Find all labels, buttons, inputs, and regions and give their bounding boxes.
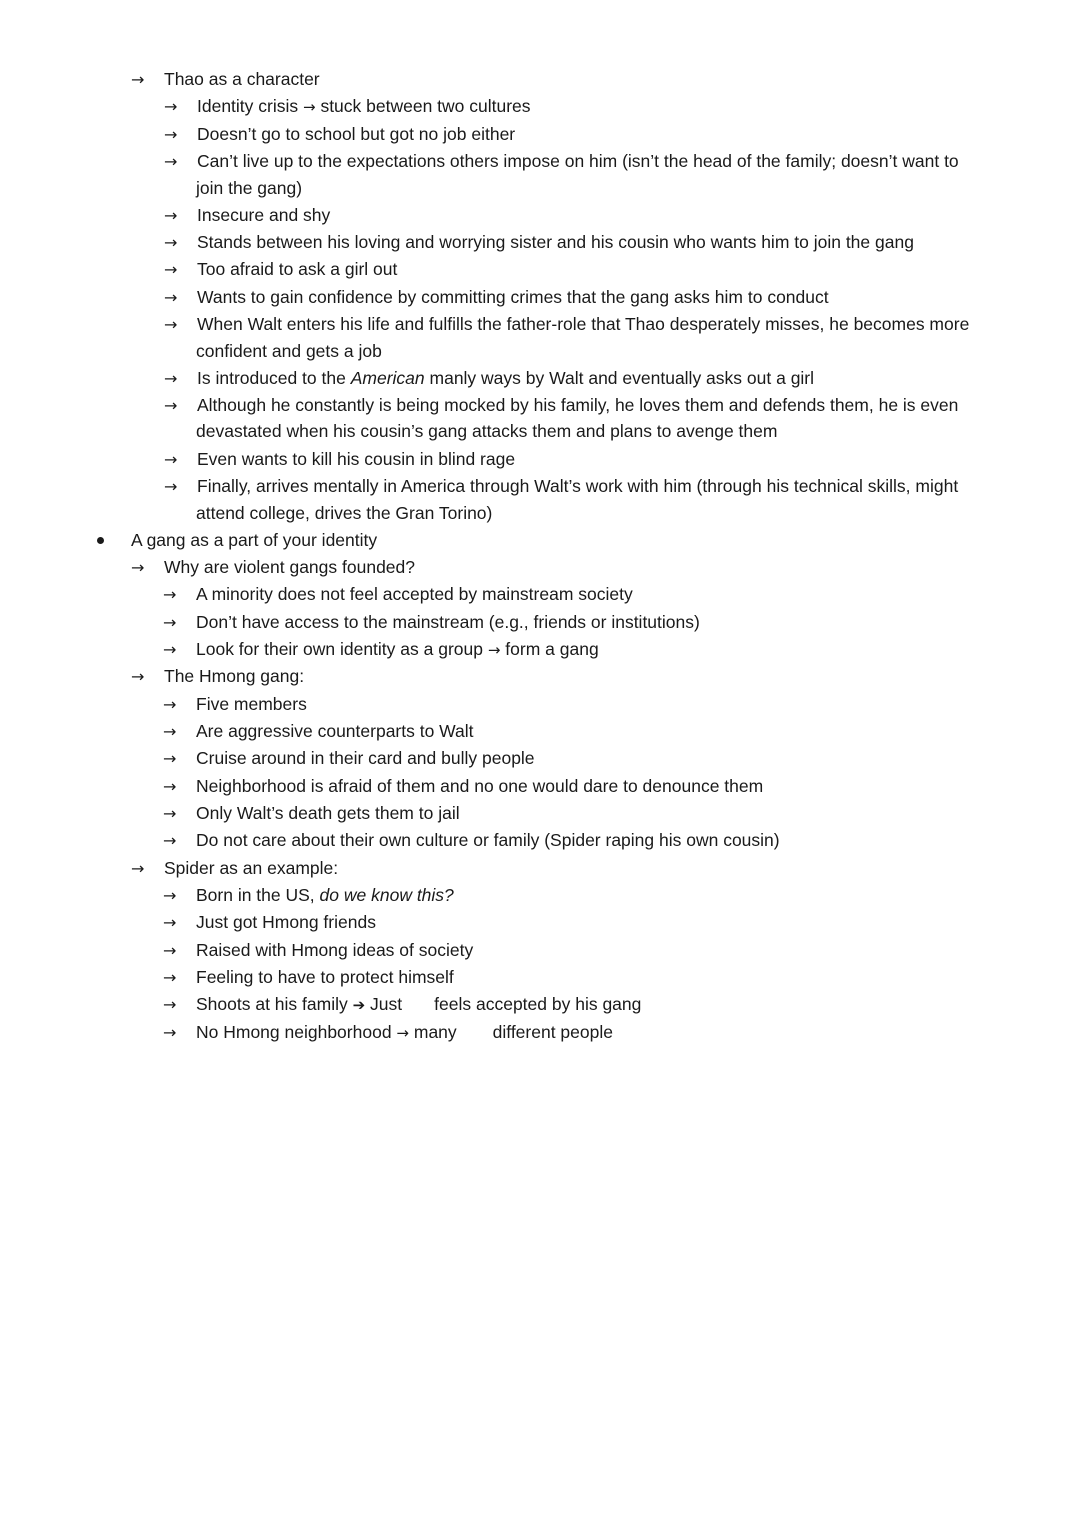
arrow-icon: → bbox=[163, 695, 177, 714]
item-text: Wants to gain confidence by committing crimes that the gang asks him to conduct bbox=[197, 287, 829, 307]
item-text: Insecure and shy bbox=[197, 205, 331, 225]
arrow-icon: → bbox=[303, 98, 316, 116]
item-text: Raised with Hmong ideas of society bbox=[196, 940, 474, 960]
item-text: Look for their own identity as a group → form a gang bbox=[196, 639, 599, 659]
arrow-icon: → bbox=[164, 450, 178, 469]
item-text: Identity crisis → stuck between two cultures bbox=[197, 96, 531, 116]
bullet-icon bbox=[97, 537, 104, 544]
item-text: Is introduced to the American manly ways by Walt and eventually asks out a girl bbox=[197, 368, 815, 388]
arrow-icon: → bbox=[164, 97, 178, 116]
arrow-icon: → bbox=[163, 886, 177, 905]
heading-hmong-gang: The Hmong gang: bbox=[164, 666, 305, 686]
arrow-icon: → bbox=[131, 70, 145, 89]
heading-thao: Thao as a character bbox=[164, 69, 320, 89]
arrow-icon: → bbox=[163, 749, 177, 768]
item-text: Can’t live up to the expectations others impose on him (isn’t the head of the family; doesn’t want to bbox=[197, 151, 959, 171]
item-text: When Walt enters his life and fulfills the father-role that Thao desperately misses, he becomes more bbox=[197, 314, 970, 334]
item-text: Just got Hmong friends bbox=[196, 912, 376, 932]
arrow-icon: → bbox=[131, 558, 145, 577]
item-text: Stands between his loving and worrying sister and his cousin who wants him to join the gang bbox=[197, 232, 914, 252]
heading-gang: A gang as a part of your identity bbox=[131, 530, 378, 550]
item-text-continued: attend college, drives the Gran Torino) bbox=[196, 503, 493, 523]
item-text-continued: join the gang) bbox=[196, 178, 303, 198]
item-text: Even wants to kill his cousin in blind rage bbox=[197, 449, 516, 469]
item-text: A minority does not feel accepted by mainstream society bbox=[196, 584, 633, 604]
item-text: Although he constantly is being mocked by his family, he loves them and defends them, he is even bbox=[197, 395, 959, 415]
arrow-icon: → bbox=[163, 995, 177, 1014]
item-text-continued: devastated when his cousin’s gang attacks them and plans to avenge them bbox=[196, 421, 778, 441]
item-text-continued: confident and gets a job bbox=[196, 341, 382, 361]
arrow-icon: → bbox=[163, 1023, 177, 1042]
item-text: Shoots at his family ➔ Just feels accepted by his gang bbox=[196, 994, 642, 1014]
heading-spider: Spider as an example: bbox=[164, 858, 339, 878]
item-text: Cruise around in their card and bully people bbox=[196, 748, 535, 768]
arrow-icon: → bbox=[164, 315, 178, 334]
arrow-icon: → bbox=[163, 640, 177, 659]
heading-why: Why are violent gangs founded? bbox=[164, 557, 415, 577]
arrow-icon: → bbox=[163, 913, 177, 932]
item-text: Feeling to have to protect himself bbox=[196, 967, 454, 987]
arrow-icon: → bbox=[163, 613, 177, 632]
arrow-icon: → bbox=[164, 477, 178, 496]
item-text: Only Walt’s death gets them to jail bbox=[196, 803, 460, 823]
item-text: Too afraid to ask a girl out bbox=[197, 259, 398, 279]
arrow-icon: → bbox=[163, 777, 177, 796]
arrow-icon: → bbox=[164, 233, 178, 252]
arrow-icon: → bbox=[487, 641, 501, 659]
arrow-icon: → bbox=[164, 260, 178, 279]
item-text: Five members bbox=[196, 694, 307, 714]
arrow-icon: → bbox=[163, 831, 177, 850]
item-text: Do not care about their own culture or family (Spider raping his own cousin) bbox=[196, 830, 780, 850]
arrow-icon: → bbox=[164, 288, 178, 307]
arrow-icon: → bbox=[131, 667, 145, 686]
arrow-icon: → bbox=[164, 152, 178, 171]
item-text: Doesn’t go to school but got no job either bbox=[197, 124, 516, 144]
arrow-icon: → bbox=[164, 396, 178, 415]
arrow-icon: → bbox=[164, 125, 178, 144]
arrow-icon: → bbox=[163, 941, 177, 960]
item-text: Don’t have access to the mainstream (e.g., friends or institutions) bbox=[196, 612, 700, 632]
bold-arrow-icon: ➔ bbox=[352, 996, 366, 1014]
item-text: No Hmong neighborhood → many different people bbox=[196, 1022, 613, 1042]
item-text: Finally, arrives mentally in America through Walt’s work with him (through his technical skills, might bbox=[197, 476, 959, 496]
arrow-icon: → bbox=[163, 804, 177, 823]
arrow-icon: → bbox=[163, 722, 177, 741]
item-text: Neighborhood is afraid of them and no one would dare to denounce them bbox=[196, 776, 764, 796]
arrow-icon: → bbox=[164, 206, 178, 225]
arrow-icon: → bbox=[163, 968, 177, 987]
arrow-icon: → bbox=[164, 369, 178, 388]
arrow-icon: → bbox=[131, 859, 145, 878]
arrow-icon: → bbox=[163, 585, 177, 604]
arrow-icon: → bbox=[396, 1024, 409, 1042]
item-text: Born in the US, do we know this? bbox=[196, 885, 454, 905]
item-text: Are aggressive counterparts to Walt bbox=[196, 721, 474, 741]
